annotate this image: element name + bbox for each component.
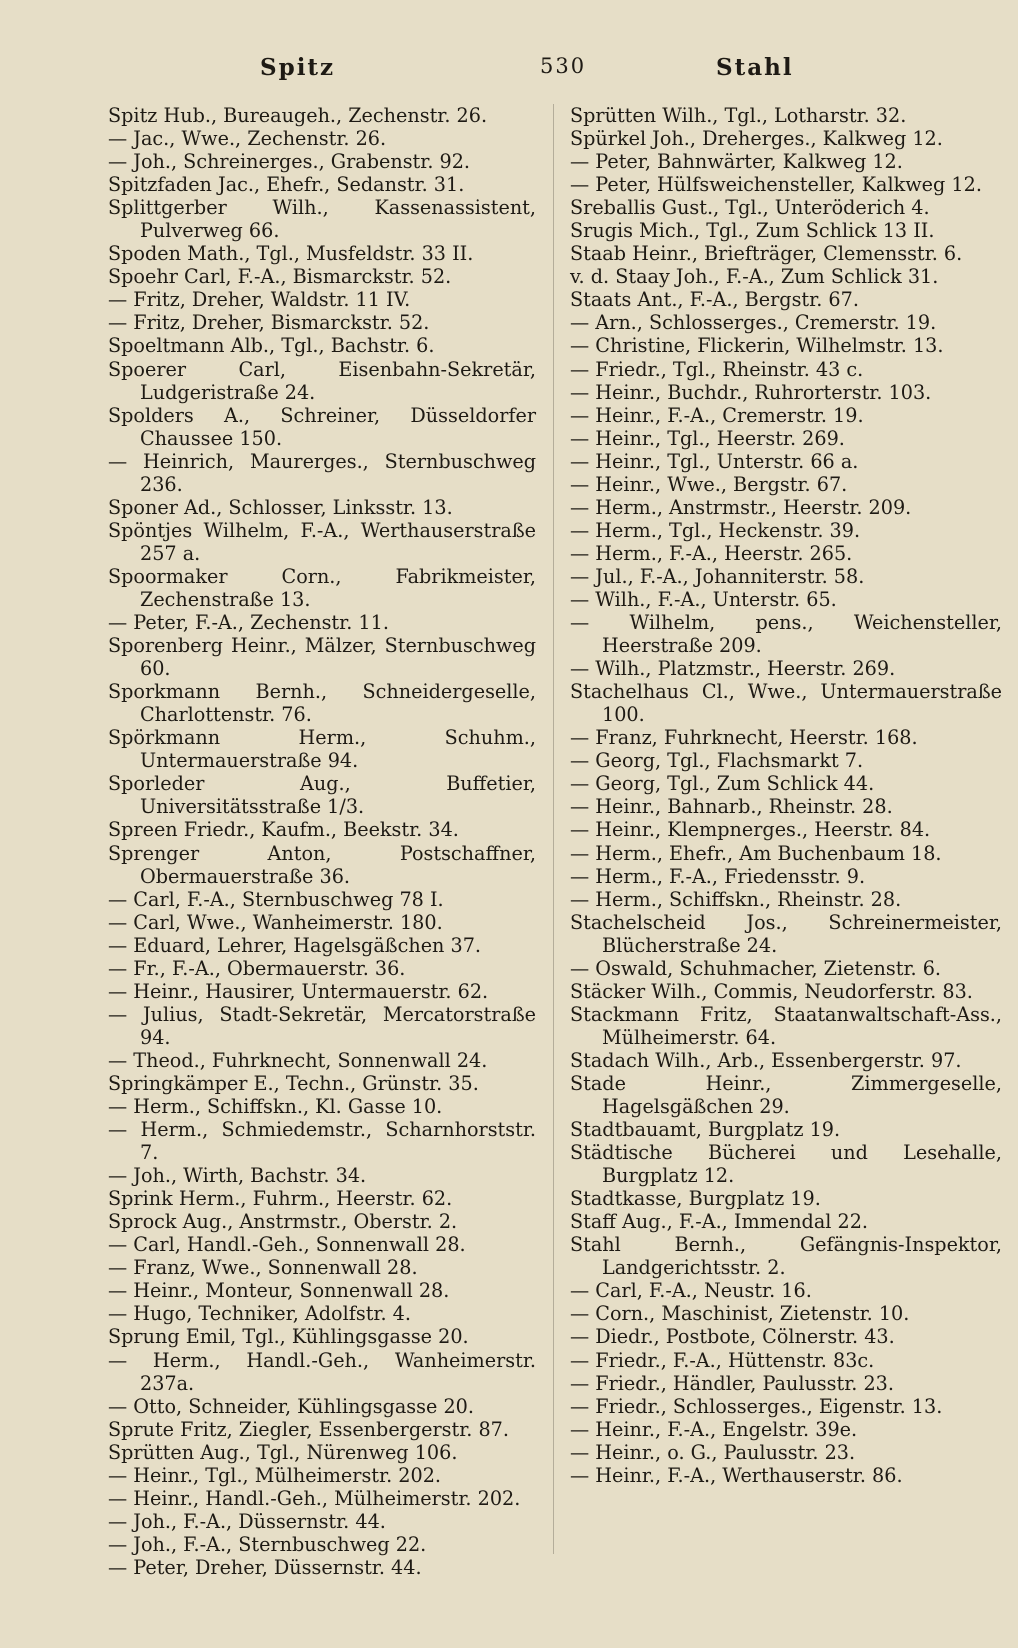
directory-entry: Staff Aug., F.-A., Immendal 22. [570, 1210, 869, 1234]
right-column [570, 104, 1002, 1487]
directory-entry: — Heinr., Tgl., Unterstr. 66 a. [570, 449, 859, 473]
directory-entry: Stahl Bernh., Gefängnis-Inspektor, Landgerichtsstr. 2. [570, 1233, 1002, 1280]
directory-entry: Springkämper E., Techn., Grünstr. 35. [108, 1071, 479, 1095]
directory-entry: Sponer Ad., Schlosser, Linksstr. 13. [108, 495, 453, 519]
directory-entry: — Joh., F.-A., Düssernstr. 44. [108, 1509, 386, 1533]
directory-entry: — Heinr., Klempnerges., Heerstr. 84. [570, 818, 931, 842]
column-divider [553, 104, 554, 1554]
directory-entry: — Herm., Schiffskn., Kl. Gasse 10. [108, 1095, 443, 1119]
directory-entry: Stadtkasse, Burgplatz 19. [570, 1187, 821, 1211]
directory-entry: — Heinr., F.-A., Engelstr. 39e. [570, 1417, 858, 1441]
directory-entry: — Heinr., F.-A., Cremerstr. 19. [570, 403, 864, 427]
directory-entry: — Friedr., Schlosserges., Eigenstr. 13. [570, 1394, 943, 1418]
directory-entry: Spöntjes Wilhelm, F.-A., Werthauserstraße 257 a. [108, 518, 536, 565]
directory-entry: — Joh., Wirth, Bachstr. 34. [108, 1164, 367, 1188]
directory-entry: — Herm., Handl.-Geh., Wanheimerstr. 237a. [108, 1348, 536, 1395]
directory-entry: — Heinr., F.-A., Werthauserstr. 86. [570, 1463, 903, 1487]
directory-entry: — Herm., Ehefr., Am Buchenbaum 18. [570, 841, 942, 865]
directory-entry: — Friedr., Händler, Paulusstr. 23. [570, 1371, 894, 1395]
directory-entry: — Corn., Maschinist, Zietenstr. 10. [570, 1302, 910, 1326]
directory-entry: Sprute Fritz, Ziegler, Essenbergerstr. 87. [108, 1417, 509, 1441]
directory-entry: — Herm., Schmiedemstr., Scharnhorststr. 7. [108, 1118, 536, 1165]
directory-entry: Sprink Herm., Fuhrm., Heerstr. 62. [108, 1187, 453, 1211]
directory-entry: Staab Heinr., Briefträger, Clemensstr. 6. [570, 242, 963, 266]
directory-entry: Spoden Math., Tgl., Musfeldstr. 33 II. [108, 242, 474, 266]
directory-entry: Spoehr Carl, F.-A., Bismarckstr. 52. [108, 265, 452, 289]
directory-entry: — Carl, F.-A., Sternbuschweg 78 I. [108, 887, 444, 911]
directory-entry: — Otto, Schneider, Kühlingsgasse 20. [108, 1394, 474, 1418]
directory-entry: — Friedr., F.-A., Hüttenstr. 83c. [570, 1348, 875, 1372]
directory-entry: Sprütten Wilh., Tgl., Lotharstr. 32. [570, 104, 907, 127]
directory-entry: — Georg, Tgl., Flachsmarkt 7. [570, 749, 864, 773]
directory-entry: Sprock Aug., Anstrmstr., Oberstr. 2. [108, 1210, 458, 1234]
directory-entry: — Heinr., o. G., Paulusstr. 23. [570, 1440, 856, 1464]
directory-entry: Spoormaker Corn., Fabrikmeister, Zechenstraße 13. [108, 564, 536, 611]
directory-entry: — Wilhelm, pens., Weichensteller, Heerstraße 209. [570, 611, 1002, 658]
left-column [108, 104, 536, 1579]
directory-entry: Stadach Wilh., Arb., Essenbergerstr. 97. [570, 1048, 962, 1072]
directory-entry: — Georg, Tgl., Zum Schlick 44. [570, 772, 875, 796]
directory-entry: — Peter, Hülfsweichensteller, Kalkweg 12. [570, 173, 982, 197]
directory-entry: Spreen Friedr., Kaufm., Beekstr. 34. [108, 818, 459, 842]
directory-entry: — Diedr., Postbote, Cölnerstr. 43. [570, 1325, 895, 1349]
directory-entry: — Carl, Handl.-Geh., Sonnenwall 28. [108, 1233, 466, 1257]
directory-entry: Splittgerber Wilh., Kassenassistent, Pulverweg 66. [108, 196, 536, 243]
directory-entry: Stade Heinr., Zimmergeselle, Hagelsgäßchen 29. [570, 1071, 1002, 1119]
directory-entry: — Carl, Wwe., Wanheimerstr. 180. [108, 910, 443, 934]
header-left-keyword: Spitz [260, 54, 336, 81]
directory-entry: — Herm., Tgl., Heckenstr. 39. [570, 518, 861, 542]
directory-entry: — Eduard, Lehrer, Hagelsgäßchen 37. [108, 933, 482, 957]
directory-entry: Stadtbauamt, Burgplatz 19. [570, 1118, 841, 1142]
directory-entry: — Joh., F.-A., Sternbuschweg 22. [108, 1532, 427, 1556]
directory-entry: — Oswald, Schuhmacher, Zietenstr. 6. [570, 956, 942, 980]
directory-entry: — Herm., Schiffskn., Rheinstr. 28. [570, 887, 902, 911]
directory-entry: — Heinrich, Maurerges., Sternbuschweg 236. [108, 449, 536, 496]
directory-entry: Städtische Bücherei und Lesehalle, Burgplatz 12. [570, 1141, 1002, 1188]
directory-entry: — Jul., F.-A., Johanniterstr. 58. [570, 564, 865, 588]
directory-entry: — Wilh., F.-A., Unterstr. 65. [570, 587, 837, 611]
directory-entry: — Heinr., Buchdr., Ruhrorterstr. 103. [570, 380, 932, 404]
directory-entry: — Carl, F.-A., Neustr. 16. [570, 1279, 812, 1303]
directory-entry: — Fritz, Dreher, Bismarckstr. 52. [108, 311, 430, 335]
directory-entry: Sprenger Anton, Postschaffner, Obermauerstraße 36. [108, 841, 536, 888]
directory-entry: — Heinr., Hausirer, Untermauerstr. 62. [108, 979, 489, 1003]
directory-entry: — Theod., Fuhrknecht, Sonnenwall 24. [108, 1048, 488, 1072]
directory-entry: — Heinr., Handl.-Geh., Mülheimerstr. 202. [108, 1486, 521, 1510]
directory-entry: — Heinr., Tgl., Heerstr. 269. [570, 426, 845, 450]
directory-entry: Spoeltmann Alb., Tgl., Bachstr. 6. [108, 334, 435, 358]
directory-entry: — Peter, Bahnwärter, Kalkweg 12. [570, 150, 903, 174]
directory-entry: — Peter, Dreher, Düssernstr. 44. [108, 1555, 422, 1579]
directory-entry: — Heinr., Bahnarb., Rheinstr. 28. [570, 795, 893, 819]
directory-entry: — Hugo, Techniker, Adolfstr. 4. [108, 1302, 411, 1326]
directory-entry: — Arn., Schlosserges., Cremerstr. 19. [570, 311, 937, 335]
directory-entry: — Herm., Anstrmstr., Heerstr. 209. [570, 495, 912, 519]
directory-entry: Stachelhaus Cl., Wwe., Untermauerstraße 100. [570, 680, 1002, 727]
directory-entry: Stäcker Wilh., Commis, Neudorferstr. 83. [570, 979, 973, 1003]
directory-entry: Srugis Mich., Tgl., Zum Schlick 13 II. [570, 219, 935, 243]
page-number: 530 [540, 54, 587, 78]
directory-entry: — Herm., F.-A., Friedensstr. 9. [570, 864, 866, 888]
directory-entry: Sporkmann Bernh., Schneidergeselle, Charlottenstr. 76. [108, 680, 536, 727]
directory-entry: — Fr., F.-A., Obermauerstr. 36. [108, 956, 406, 980]
directory-entry: — Heinr., Wwe., Bergstr. 67. [570, 472, 848, 496]
directory-entry: Spolders A., Schreiner, Düsseldorfer Chaussee 150. [108, 403, 536, 450]
directory-entry: — Heinr., Monteur, Sonnenwall 28. [108, 1279, 450, 1303]
directory-entry: Spürkel Joh., Dreherges., Kalkweg 12. [570, 127, 943, 151]
directory-entry: — Herm., F.-A., Heerstr. 265. [570, 541, 853, 565]
directory-entry: — Franz, Wwe., Sonnenwall 28. [108, 1256, 418, 1280]
directory-entry: — Joh., Schreinerges., Grabenstr. 92. [108, 150, 471, 174]
directory-entry: — Peter, F.-A., Zechenstr. 11. [108, 611, 389, 635]
directory-entry: Stackmann Fritz, Staatanwaltschaft-Ass., Mülheimerstr. 64. [570, 1002, 1002, 1049]
directory-entry: — Wilh., Platzmstr., Heerstr. 269. [570, 657, 896, 681]
directory-entry: — Heinr., Tgl., Mülheimerstr. 202. [108, 1463, 441, 1487]
directory-entry: — Jac., Wwe., Zechenstr. 26. [108, 127, 387, 151]
directory-entry: — Julius, Stadt-Sekretär, Mercatorstraße 94. [108, 1002, 536, 1049]
header-right-keyword: Stahl [716, 54, 794, 81]
directory-entry: Sporenberg Heinr., Mälzer, Sternbuschweg 60. [108, 634, 536, 681]
directory-entry: Sprung Emil, Tgl., Kühlingsgasse 20. [108, 1325, 469, 1349]
directory-entry: Spitz Hub., Bureaugeh., Zechenstr. 26. [108, 104, 488, 127]
directory-entry: Spoerer Carl, Eisenbahn-Sekretär, Ludgeristraße 24. [108, 357, 536, 404]
directory-entry: Sporleder Aug., Buffetier, Universitätsstraße 1/3. [108, 772, 536, 819]
directory-entry: Spitzfaden Jac., Ehefr., Sedanstr. 31. [108, 173, 465, 197]
directory-entry: Stachelscheid Jos., Schreinermeister, Blücherstraße 24. [570, 910, 1002, 957]
directory-entry: v. d. Staay Joh., F.-A., Zum Schlick 31. [570, 265, 939, 289]
directory-entry: — Friedr., Tgl., Rheinstr. 43 c. [570, 357, 864, 381]
directory-entry: Sreballis Gust., Tgl., Unteröderich 4. [570, 196, 930, 220]
directory-entry: Staats Ant., F.-A., Bergstr. 67. [570, 288, 859, 312]
directory-entry: Sprütten Aug., Tgl., Nürenweg 106. [108, 1440, 458, 1464]
directory-entry: — Christine, Flickerin, Wilhelmstr. 13. [570, 334, 944, 358]
directory-entry: Spörkmann Herm., Schuhm., Untermauerstraße 94. [108, 726, 536, 773]
directory-entry: — Franz, Fuhrknecht, Heerstr. 168. [570, 726, 918, 750]
directory-entry: — Fritz, Dreher, Waldstr. 11 IV. [108, 288, 411, 312]
